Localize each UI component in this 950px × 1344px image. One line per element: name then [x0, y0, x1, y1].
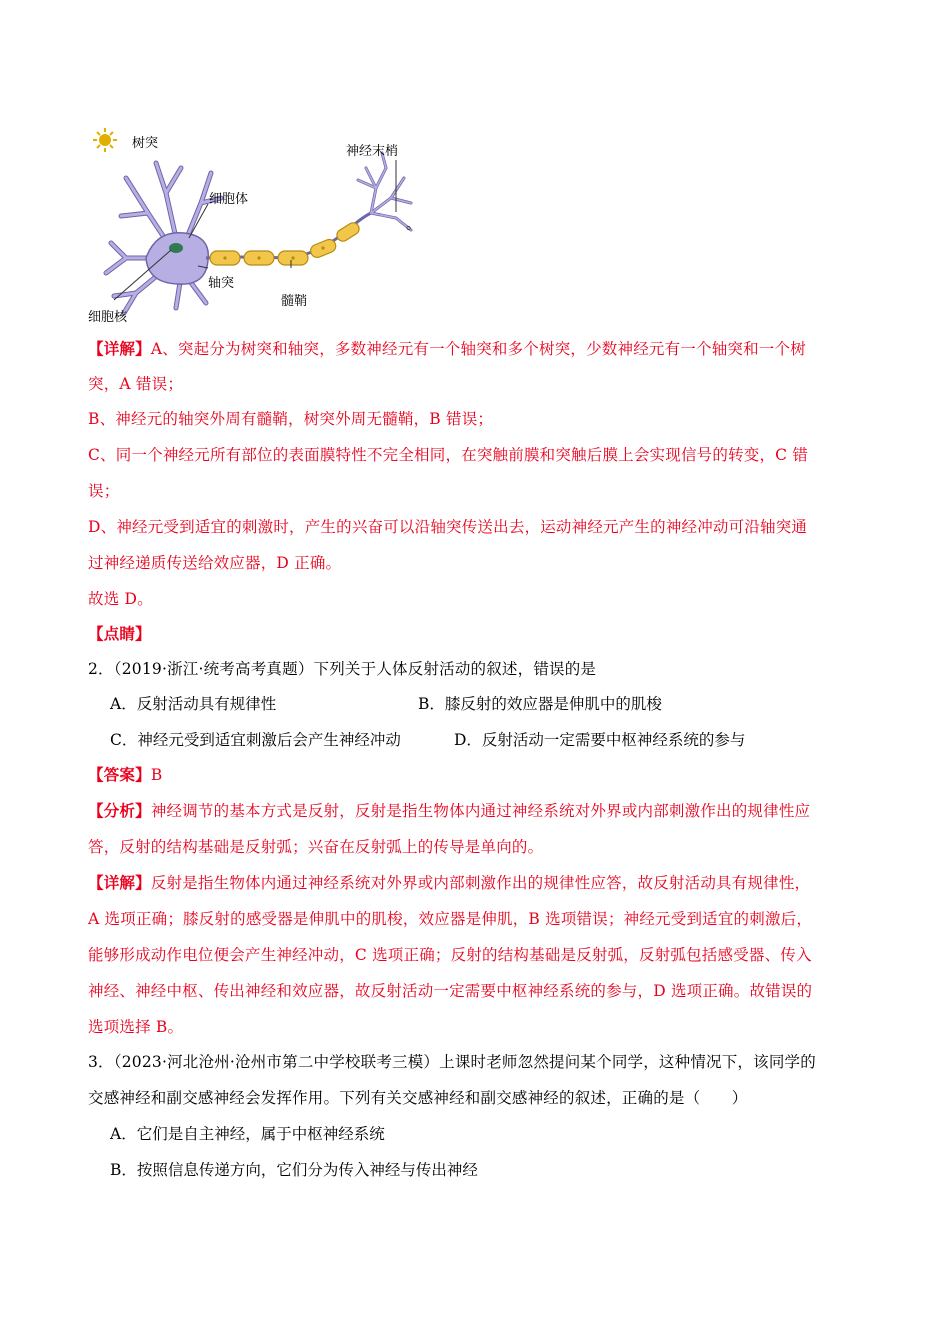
q2-detail-line2: A 选项正确；膝反射的感受器是伸肌中的肌梭，效应器是伸肌，B 选项错误；神经元受到适宜的刺激后， [88, 910, 813, 928]
detail-tag: 【详解】 [88, 873, 151, 892]
q1-conclusion: 故选 D。 [88, 590, 153, 608]
q3-option-b: B．按照信息传递方向，它们分为传入神经与传出神经 [110, 1161, 478, 1179]
q1-detail-line2: 突，A 错误； [88, 375, 184, 393]
q2-answer [88, 764, 162, 786]
detail-text: A、突起分为树突和轴突，多数神经元有一个轴突和多个树突，少数神经元有一个轴突和一个树 [150, 340, 806, 358]
q1-d-line2: 过神经递质传送给效应器，D 正确。 [88, 554, 342, 572]
answer-tag: 【答案】 [88, 765, 151, 784]
detail-text: 反射是指生物体内通过神经系统对外界或内部刺激作出的规律性应答，故反射活动具有规律性， [150, 874, 811, 892]
q2-option-d: D．反射活动一定需要中枢神经系统的参与 [454, 731, 746, 749]
q2-detail-line5: 选项选择 B。 [88, 1018, 184, 1036]
q2-stem: 2．（2019·浙江·统考高考真题）下列关于人体反射活动的叙述，错误的是 [88, 660, 597, 678]
q3-option-a: A．它们是自主神经，属于中枢神经系统 [110, 1125, 385, 1143]
q2-detail-line1 [88, 872, 810, 894]
q3-stem-line1: 3．（2023·河北沧州·沧州市第二中学校联考三模）上课时老师忽然提问某个同学，这种情况下，该同学的 [88, 1053, 816, 1071]
q3-stem-line2: 交感神经和副交感神经会发挥作用。下列有关交感神经和副交感神经的叙述，正确的是（ ） [88, 1089, 748, 1107]
q1-c-line2: 误； [88, 482, 120, 500]
q2-analysis-line2: 答，反射的结构基础是反射弧；兴奋在反射弧上的传导是单向的。 [88, 838, 544, 856]
q2-detail-line3: 能够形成动作电位便会产生神经冲动，C 选项正确；反射的结构基础是反射弧，反射弧包括感受器、传入 [88, 946, 812, 964]
q2-option-c: C．神经元受到适宜刺激后会产生神经冲动 [110, 731, 401, 749]
analysis-text: 神经调节的基本方式是反射，反射是指生物体内通过神经系统对外界或内部刺激作出的规律性应 [150, 802, 811, 820]
q1-detail-line1 [88, 338, 806, 360]
label-myelin: 髓鞘 [281, 294, 308, 309]
q2-detail-line4: 神经、神经中枢、传出神经和效应器，故反射活动一定需要中枢神经系统的参与，D 选项正确。故错误的 [88, 982, 813, 1000]
sun-icon [93, 128, 117, 152]
answer-value: B [150, 766, 163, 784]
q1-b-line: B、神经元的轴突外周有髓鞘，树突外周无髓鞘，B 错误； [88, 410, 494, 428]
q2-option-a: A．反射活动具有规律性 [110, 695, 277, 713]
q2-analysis-line1 [88, 800, 810, 822]
detail-tag: 【详解】 [88, 339, 151, 358]
neuron-diagram [86, 118, 426, 328]
label-axon: 轴突 [208, 276, 235, 291]
label-nucleus: 细胞核 [88, 310, 128, 325]
q2-option-b: B．膝反射的效应器是伸肌中的肌梭 [418, 695, 662, 713]
q1-pointer-tag: 【点睛】 [88, 624, 151, 643]
analysis-tag: 【分析】 [88, 801, 151, 820]
label-dendrite: 树突 [132, 136, 159, 151]
figure-period: 。 [406, 217, 420, 233]
q1-c-line1: C、同一个神经元所有部位的表面膜特性不完全相同，在突触前膜和突触后膜上会实现信号的转变，C 错 [88, 446, 809, 464]
label-cell-body: 细胞体 [209, 192, 249, 207]
q1-d-line1: D、神经元受到适宜的刺激时，产生的兴奋可以沿轴突传送出去，运动神经元产生的神经冲动可沿轴突通 [88, 518, 808, 536]
label-nerve-ending: 神经末梢 [346, 144, 399, 159]
